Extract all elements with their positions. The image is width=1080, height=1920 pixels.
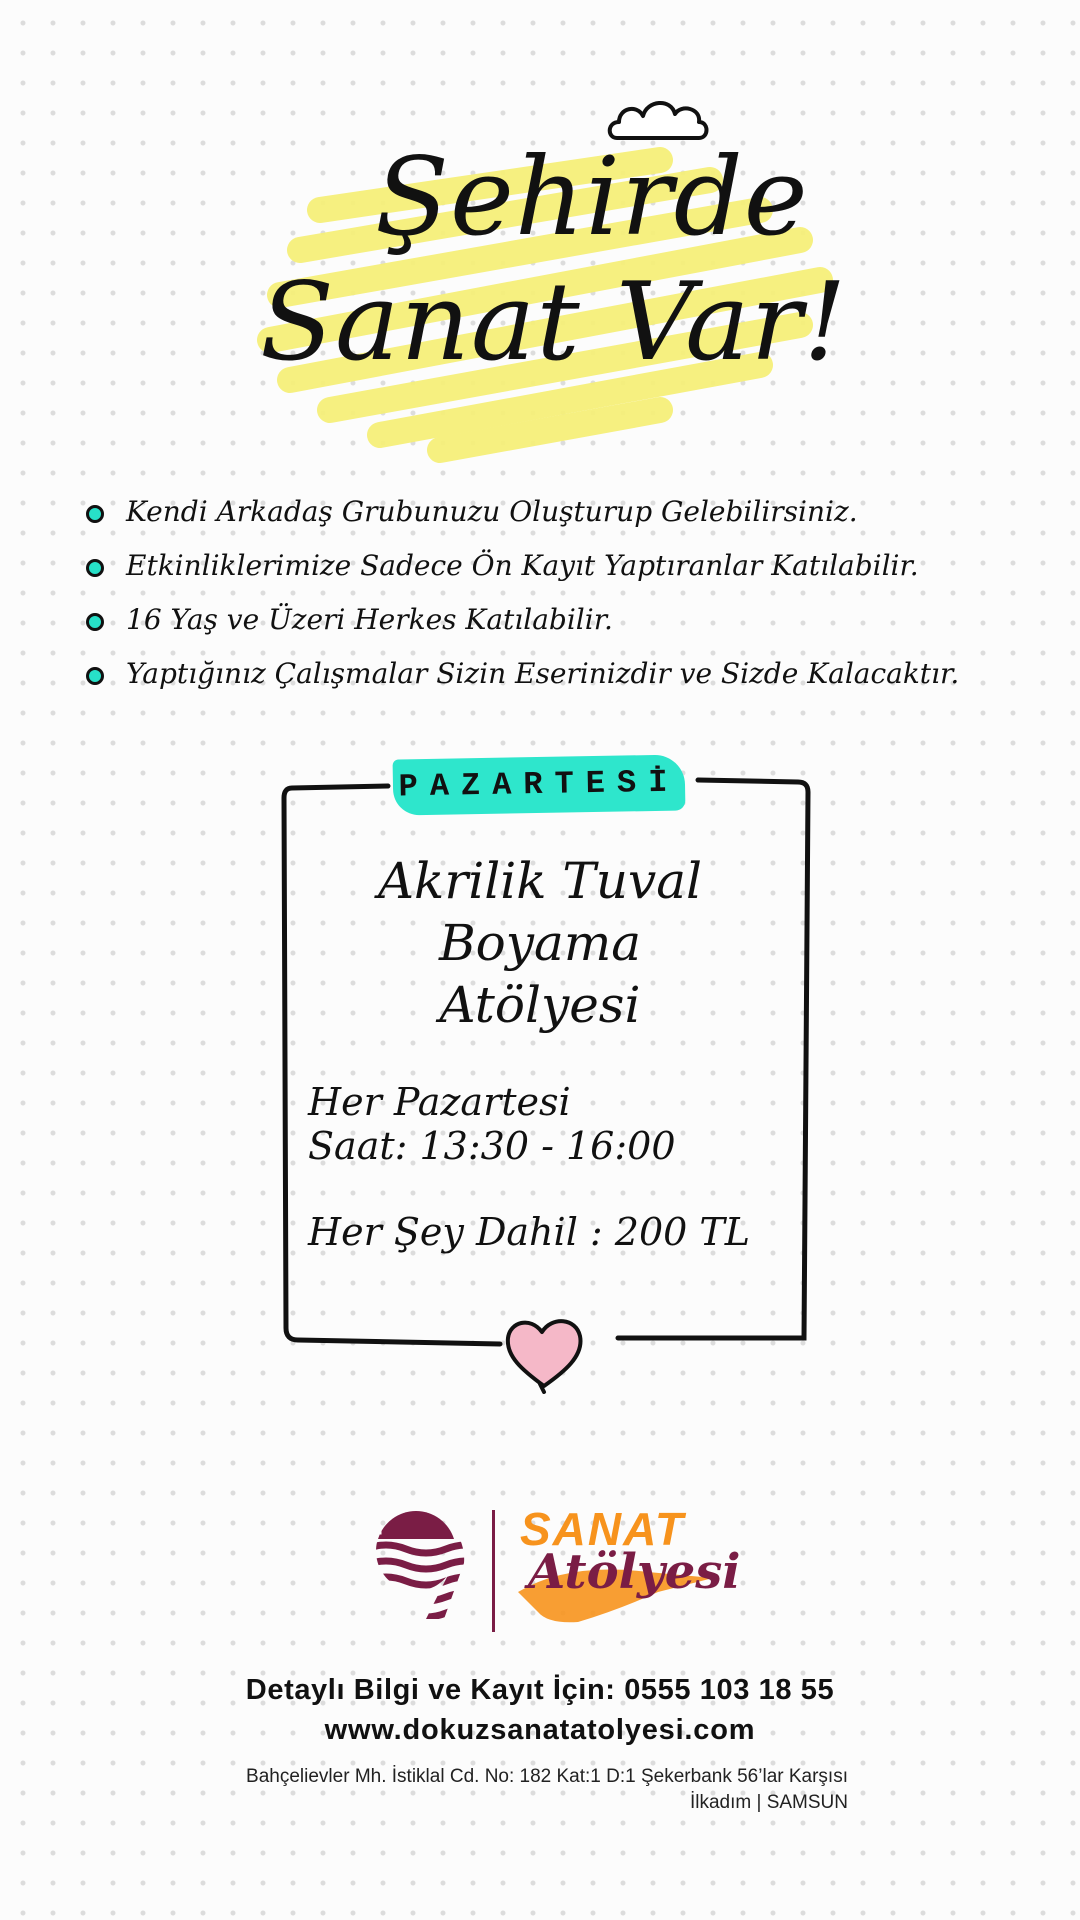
title-line-1: Şehirde: [375, 135, 809, 260]
rule-item: [84, 492, 1044, 546]
rule-item: [84, 600, 1044, 654]
logo-sanat-text: SANAT: [520, 1503, 686, 1555]
rules-list: [84, 492, 1044, 708]
rule-text: 16 Yaş ve Üzeri Herkes Katılabilir.: [126, 603, 613, 636]
day-badge: PAZARTESİ: [393, 754, 686, 815]
bullet-dot-icon: [86, 505, 104, 523]
sanat-atolyesi-logo: [508, 1500, 741, 1640]
rule-item: [84, 654, 1044, 708]
title-area: [240, 90, 860, 470]
bullet-dot-icon: [86, 613, 104, 631]
heart-icon: [502, 1310, 586, 1394]
website-link[interactable]: www.dokuzsanatatolyesi.com: [324, 1714, 756, 1746]
price: Her Şey Dahil : 200 TL: [308, 1210, 750, 1254]
title-line-2: Sanat Var!: [260, 260, 848, 385]
rule-text: Kendi Arkadaş Grubunuzu Oluşturup Gelebilirsiniz.: [126, 495, 858, 528]
bullet-dot-icon: [86, 559, 104, 577]
bullet-dot-icon: [86, 667, 104, 685]
nine-logo-icon: [356, 1505, 476, 1625]
rule-text: Etkinliklerimize Sadece Ön Kayıt Yaptıranlar Katılabilir.: [126, 549, 919, 582]
address-line-1: Bahçelievler Mh. İstiklal Cd. No: 182 Kat:1 D:1 Şekerbank 56’lar Karşısı: [246, 1766, 848, 1787]
workshop-title-line-3: Atölyesi: [439, 976, 641, 1034]
logo-divider: [492, 1510, 495, 1632]
rule-item: [84, 546, 1044, 600]
schedule-day: Her Pazartesi: [308, 1080, 571, 1124]
contact-phone: Detaylı Bilgi ve Kayıt İçin: 0555 103 18 55: [245, 1674, 835, 1706]
workshop-title: [300, 850, 780, 1036]
workshop-title-line-2: Boyama: [438, 914, 642, 972]
schedule-time: Saat: 13:30 - 16:00: [308, 1124, 676, 1168]
logo-atolyesi-text: Atölyesi: [528, 1544, 741, 1600]
address-line-2: İlkadım | SAMSUN: [689, 1792, 848, 1813]
rule-text: Yaptığınız Çalışmalar Sizin Eserinizdir ve Sizde Kalacaktır.: [126, 657, 960, 690]
workshop-title-line-1: Akrilik Tuval: [377, 852, 703, 910]
